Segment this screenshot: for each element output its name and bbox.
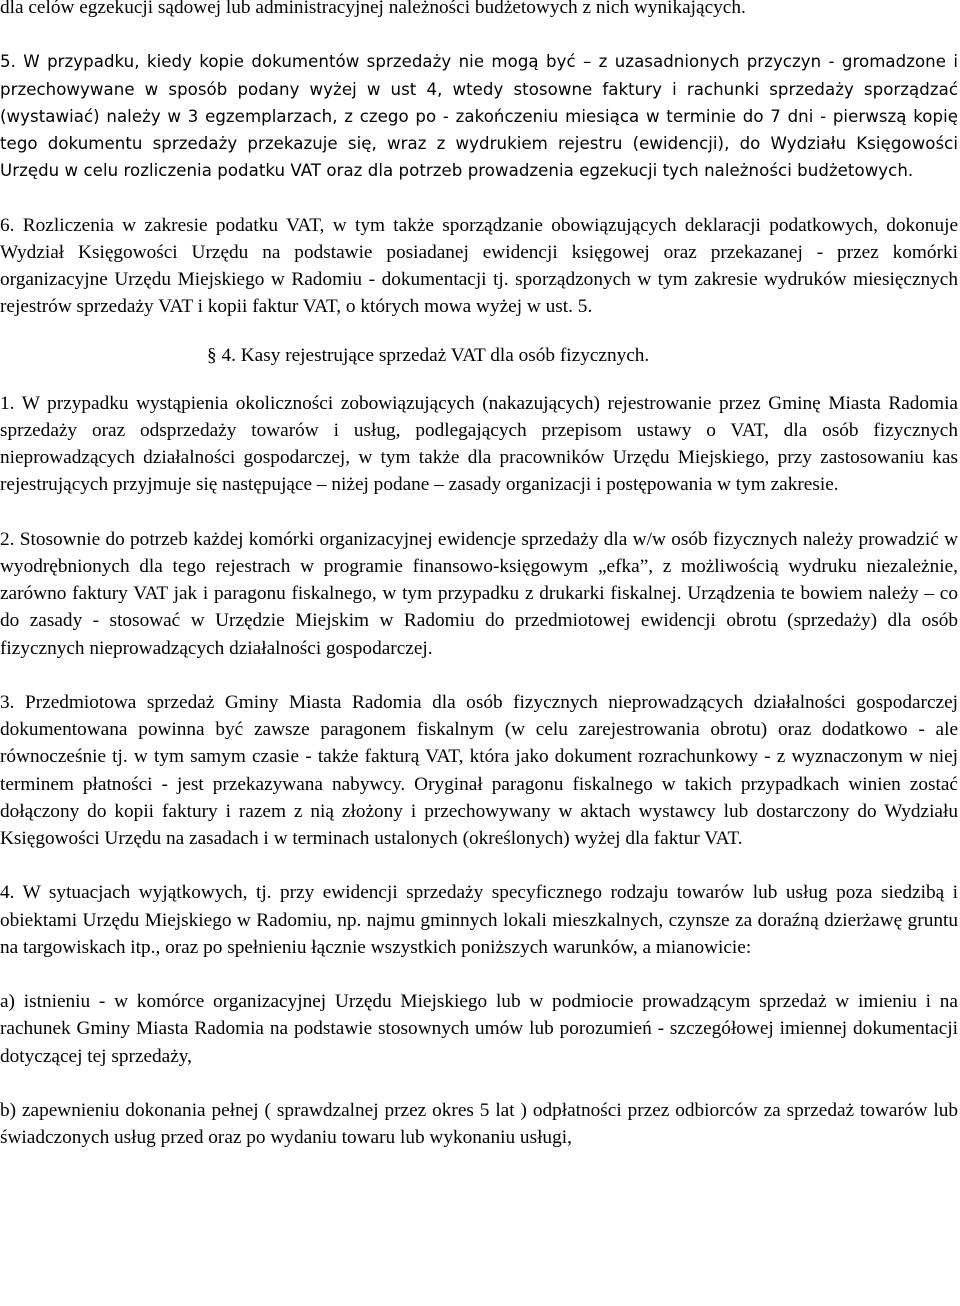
paragraph-4: 4. W sytuacjach wyjątkowych, tj. przy ewidencji sprzedaży specyficznego rodzaju towarów lub usług poza siedzibą i obiektami Urzędu Miejskiego w Radomiu, np. najmu gminnych lokali mieszkalnych, czynsze za doraźną dzierżawę gruntu na targowiskach itp., oraz po spełnieniu łącznie wszystkich poniższych warunków, a mianowicie:	[0, 882, 958, 958]
condition-a: a) istnieniu - w komórce organizacyjnej Urzędu Miejskiego lub w podmiocie prowadzącym sprzedaż w imieniu i na rachunek Gminy Miasta Radomia na podstawie stosownych umów lub porozumień - szczegółowej imiennej dokumentacji dotyczącej tej sprzedaży,	[0, 991, 958, 1067]
paragraph-6: 6. Rozliczenia w zakresie podatku VAT, w tym także sporządzanie obowiązujących deklaracji podatkowych, dokonuje Wydział Księgowości Urzędu na podstawie posiadanej ewidencji księgowej oraz przekazanej - przez komórki organizacyjne Urzędu Miejskiego w Radomiu - dokumentacji tj. sporządzonych w tym zakresie wydruków miesięcznych rejestrów sprzedaży VAT i kopii faktur VAT, o których mowa wyżej w ust. 5.	[0, 214, 958, 318]
paragraph-1: 1. W przypadku wystąpienia okoliczności zobowiązujących (nakazujących) rejestrowanie przez Gminę Miasta Radomia sprzedaży oraz odsprzedaży towarów i usług, podlegających przepisom ustawy o VAT, dla osób fizycznych nieprowadzących działalności gospodarczej, w tym także dla pracowników Urzędu Miejskiego, przy zastosowaniu kas rejestrujących przyjmuje się następujące – niżej podane – zasady organizacji i postępowania w tym zakresie.	[0, 392, 958, 496]
paragraph-3: 3. Przedmiotowa sprzedaż Gminy Miasta Radomia dla osób fizycznych nieprowadzących działalności gospodarczej dokumentowana powinna być zawsze paragonem fiskalnym (w celu zarejestrowania obrotu) oraz dodatkowo - ale równocześnie tj. w tym samym czasie - także fakturą VAT, która jako dokument rozrachunkowy - z wyznaczonym w niej terminem płatności - jest przekazywana nabywcy. Oryginał paragonu fiskalnego w takich przypadkach winien zostać dołączony do kopii faktury i razem z nią złożony i przechowywany w aktach wystawcy lub dostarczony do Wydziału Księgowości Urzędu na zasadach i w terminach ustalonych (określonych) wyżej dla faktur VAT.	[0, 692, 958, 850]
section-heading-4: § 4. Kasy rejestrujące sprzedaż VAT dla osób fizycznych.	[207, 344, 650, 366]
paragraph-5: 5. W przypadku, kiedy kopie dokumentów sprzedaży nie mogą być – z uzasadnionych przyczyn - gromadzone i przechowywane w sposób podany wyżej w ust 4, wtedy stosowne faktury i rachunki sprzedaży sporządzać (wystawiać) należy w 3 egzemplarzach, z czego po - zakończeniu miesiąca w terminie do 7 dni - pierwszą kopię tego dokumentu sprzedaży przekazuje się, wraz z wydrukiem rejestru (ewidencji), do Wydziału Księgowości Urzędu w celu rozliczenia podatku VAT oraz dla potrzeb prowadzenia egzekucji tych należności budżetowych.	[0, 52, 958, 181]
condition-b: b) zapewnieniu dokonania pełnej ( sprawdzalnej przez okres 5 lat ) odpłatności przez odbiorców za sprzedaż towarów lub świadczonych usług przed oraz po wydaniu towaru lub wykonaniu usługi,	[0, 1100, 958, 1149]
paragraph-2: 2. Stosownie do potrzeb każdej komórki organizacyjnej ewidencje sprzedaży dla w/w osób fizycznych należy prowadzić w wyodrębnionych dla tego rejestrach w programie finansowo-księgowym „efka”, z możliwością wydruku niezależnie, zarówno faktury VAT jak i paragonu fiskalnego, w tym przypadku z drukarki fiskalnej. Urządzenia te bowiem należy – co do zasady - stosować w Urzędzie Miejskim w Radomiu do przedmiotowej ewidencji obrotu (sprzedaży) dla osób fizycznych nieprowadzących działalności gospodarczej.	[0, 528, 958, 659]
continuation-paragraph: dla celów egzekucji sądowej lub administracyjnej należności budżetowych z nich wynikających.	[0, 0, 746, 18]
